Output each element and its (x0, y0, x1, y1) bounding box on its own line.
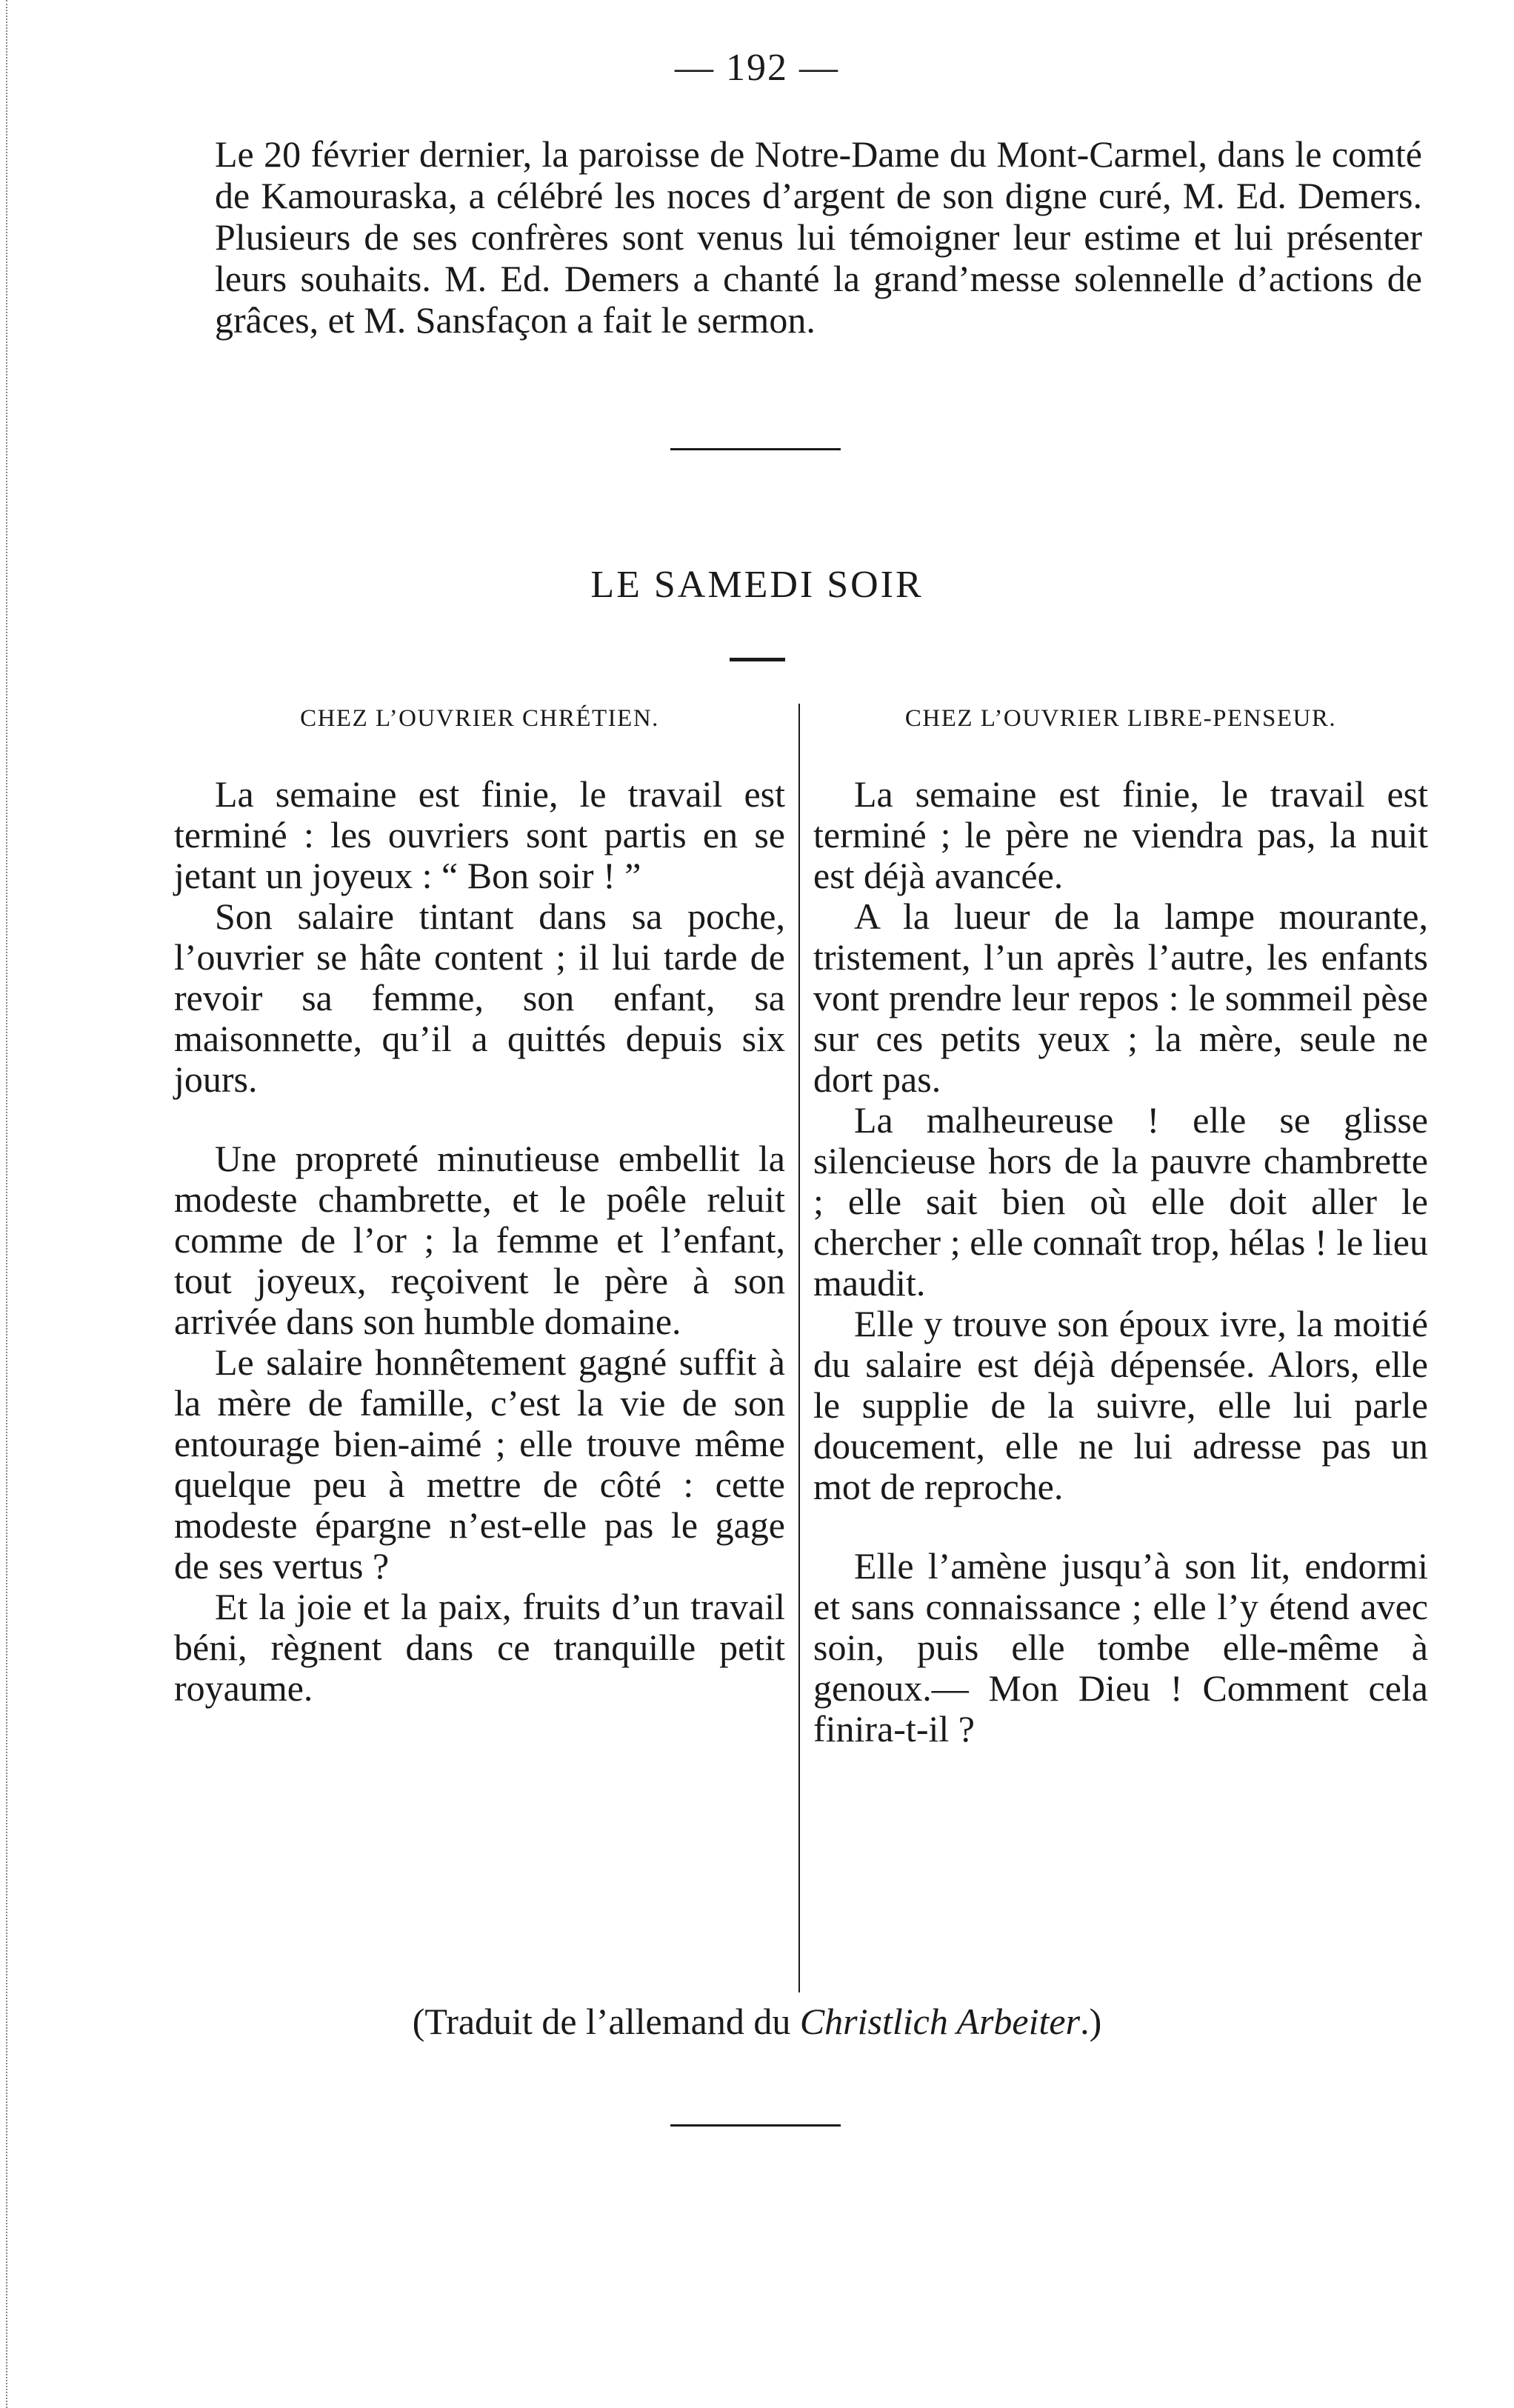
left-paragraph: La semaine est finie, le travail est terminé : les ouvriers sont partis en se jetant un joyeux : “ Bon soir ! ” (174, 773, 785, 896)
left-column-heading: CHEZ L’OUVRIER CHRÉTIEN. (300, 705, 659, 732)
page-number: — 192 — (675, 47, 839, 89)
credit-source: Christlich Arbeiter (799, 2001, 1081, 2042)
right-paragraph: La semaine est finie, le travail est terminé ; le père ne viendra pas, la nuit est déjà avancée. (813, 773, 1428, 896)
left-paragraph: Et la joie et la paix, fruits d’un travail béni, règnent dans ce tranquille petit royaume. (174, 1586, 785, 1709)
right-column (813, 704, 1428, 1750)
column-divider (798, 704, 800, 1992)
article-title: LE SAMEDI SOIR (590, 564, 924, 606)
translation-credit (0, 2000, 1514, 2043)
right-paragraph: Elle y trouve son époux ivre, la moitié du salaire est déjà dépensée. Alors, elle le supplie de la suivre, elle lui parle doucement, elle ne lui adresse pas un mot de reproche. (813, 1303, 1428, 1507)
credit-prefix: (Traduit de l’allemand du (412, 2001, 800, 2042)
page-edge (6, 0, 7, 2408)
left-paragraph: Une propreté minutieuse embellit la modeste chambrette, et le poêle reluit comme de l’or ; la femme et l’enfant, tout joyeux, reçoivent le père à son arrivée dans son humble domaine. (174, 1138, 785, 1342)
left-column (174, 704, 785, 1709)
intro-text: Le 20 février dernier, la paroisse de Notre-Dame du Mont-Carmel, dans le comté de Kamouraska, a célébré les noces d’argent de son digne curé, M. Ed. Demers. Plusieurs de ses confrères sont venus lui témoigner leur estime et lui présenter leurs souhaits. M. Ed. Demers a chanté la grand’messe solennelle d’actions de grâces, et M. Sansfaçon a fait le sermon. (215, 133, 1422, 341)
intro-paragraph (215, 133, 1422, 341)
left-paragraph: Son salaire tintant dans sa poche, l’ouvrier se hâte content ; il lui tarde de revoir sa femme, son enfant, sa maisonnette, qu’il a quittés depuis six jours. (174, 896, 785, 1100)
left-paragraph: Le salaire honnêtement gagné suffit à la mère de famille, c’est la vie de son entourage bien-aimé ; elle trouve même quelque peu à mettre de côté : cette modeste épargne n’est-elle pas le gage de ses vertus ? (174, 1341, 785, 1587)
section-rule-top (670, 448, 841, 450)
right-paragraph: A la lueur de la lampe mourante, tristement, l’un après l’autre, les enfants vont prendre leur repos : le sommeil pèse sur ces petits yeux ; la mère, seule ne dort pas. (813, 896, 1428, 1100)
right-paragraph: La malheureuse ! elle se glisse silencieuse hors de la pauvre chambrette ; elle sait bien où elle doit aller le chercher ; elle connaît trop, hélas ! le lieu maudit. (813, 1099, 1428, 1304)
credit-suffix: .) (1080, 2001, 1102, 2042)
right-paragraph: Elle l’amène jusqu’à son lit, endormi et sans connaissance ; elle l’y étend avec soin, puis elle tombe elle-même à genoux.— Mon Dieu ! Comment cela finira-t-il ? (813, 1545, 1428, 1750)
section-rule-bottom (670, 2124, 841, 2127)
title-rule (730, 658, 785, 661)
right-column-heading: CHEZ L’OUVRIER LIBRE-PENSEUR. (904, 705, 1337, 732)
